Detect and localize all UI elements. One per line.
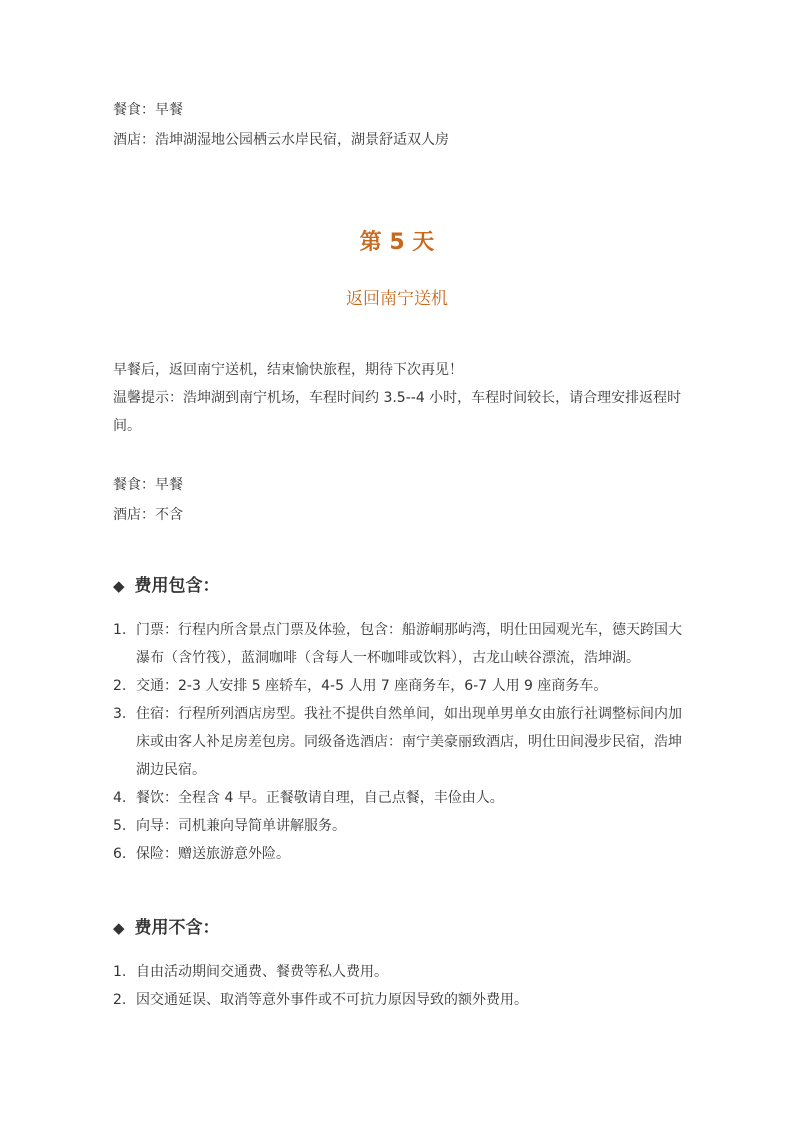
diamond-bullet-icon: ◆ xyxy=(113,919,125,937)
day4-hotel: 酒店：浩坤湖湿地公园栖云水岸民宿，湖景舒适双人房 xyxy=(113,132,449,148)
list-item-number: 4. xyxy=(113,790,127,806)
day5-subtitle: 返回南宁送机 xyxy=(346,289,448,309)
list-item-number: 2. xyxy=(113,992,127,1008)
included-heading xyxy=(113,574,220,598)
list-item-text: 因交通延误、取消等意外事件或不可抗力原因导致的额外费用。 xyxy=(136,992,528,1008)
day5-desc-line2: 温馨提示：浩坤湖到南宁机场，车程时间约 3.5--4 小时，车程时间较长，请合理安排返程时间。 xyxy=(113,390,682,434)
list-item-number: 1. xyxy=(113,964,127,980)
list-item-text: 保险：赠送旅游意外险。 xyxy=(136,846,290,862)
list-item xyxy=(113,784,688,812)
list-item-text: 门票：行程内所含景点门票及体验，包含：船游峒那屿湾，明仕田园观光车，德天跨国大瀑布（含竹筏），蓝洞咖啡（含每人一杯咖啡或饮料），古龙山峡谷漂流，浩坤湖。 xyxy=(136,622,682,666)
included-list xyxy=(113,616,688,868)
excluded-heading xyxy=(113,916,220,940)
list-item xyxy=(113,986,688,1014)
list-item xyxy=(113,616,688,672)
list-item-text: 交通：2-3 人安排 5 座轿车，4-5 人用 7 座商务车，6-7 人用 9 座商务车。 xyxy=(136,678,608,694)
day5-meals: 餐食：早餐 xyxy=(113,477,183,493)
list-item-text: 自由活动期间交通费、餐费等私人费用。 xyxy=(136,964,388,980)
list-item-text: 向导：司机兼向导简单讲解服务。 xyxy=(136,818,346,834)
list-item xyxy=(113,840,688,868)
excluded-list xyxy=(113,958,688,1014)
list-item xyxy=(113,700,688,784)
list-item-number: 3. xyxy=(113,706,127,722)
included-heading-text: 费用包含： xyxy=(134,576,220,596)
day5-hotel: 酒店：不含 xyxy=(113,507,183,523)
day5-desc-line1: 早餐后，返回南宁送机，结束愉快旅程，期待下次再见！ xyxy=(113,362,463,378)
day5-title: 第 5 天 xyxy=(359,230,435,255)
list-item xyxy=(113,812,688,840)
list-item-text: 住宿：行程所列酒店房型。我社不提供自然单间，如出现单男单女由旅行社调整标间内加床或由客人补足房差包房。同级备选酒店：南宁美豪丽致酒店，明仕田间漫步民宿，浩坤湖边民宿。 xyxy=(136,706,682,778)
list-item-number: 5. xyxy=(113,818,127,834)
list-item xyxy=(113,672,688,700)
list-item xyxy=(113,958,688,986)
day5-description xyxy=(113,356,688,440)
list-item-number: 6. xyxy=(113,846,127,862)
list-item-number: 1. xyxy=(113,622,127,638)
diamond-bullet-icon: ◆ xyxy=(113,577,125,595)
excluded-heading-text: 费用不含： xyxy=(134,918,220,938)
day4-meals: 餐食：早餐 xyxy=(113,102,183,118)
list-item-text: 餐饮：全程含 4 早。正餐敬请自理，自己点餐，丰俭由人。 xyxy=(136,790,504,806)
list-item-number: 2. xyxy=(113,678,127,694)
